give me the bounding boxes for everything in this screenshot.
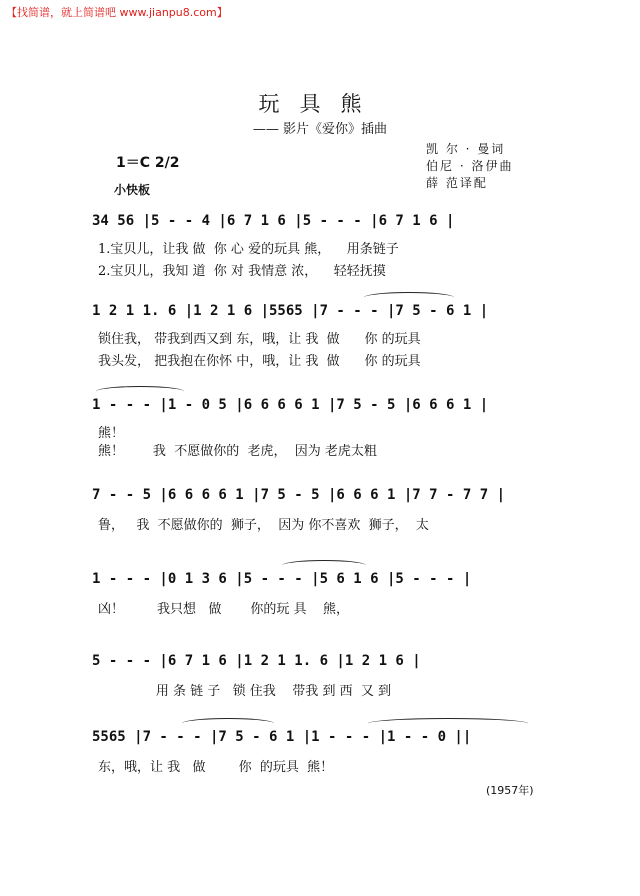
lyric-verse-1: 东，哦，让 我 做 你 的玩具 熊！	[98, 760, 334, 775]
lyric-verse-1: 鲁， 我 不愿做你的 狮子， 因为 你不喜欢 狮子， 太	[98, 518, 429, 533]
composer-credit: 伯尼 · 洛伊曲	[426, 159, 514, 173]
lyric-verse-1: 锁住我， 带我到西又到 东，哦，让 我 做 你 的玩具	[98, 332, 421, 347]
key-signature: 1＝C 2/2	[116, 155, 180, 171]
lyric-verse-2: 2.宝贝儿，我知 道 你 对 我情意 浓， 轻轻抚摸	[98, 264, 386, 279]
notation-line: 1 2 1 1. 6 |1 2 1 6 |5565 |7 - - - |7 5 - 6 1 |	[92, 303, 489, 319]
lyric-verse-1: 熊！	[98, 426, 125, 441]
song-subtitle: —— 影片《爱你》插曲	[252, 122, 388, 137]
lyric-verse-2: 我头发， 把我抱在你怀 中，哦，让 我 做 你 的玩具	[98, 354, 421, 369]
song-title: 玩具熊	[258, 92, 382, 116]
tempo-marking: 小快板	[114, 183, 151, 197]
lyric-verse-2: 熊！ 我 不愿做你的 老虎， 因为 老虎太粗	[98, 444, 377, 459]
lyric-verse-1: 凶！ 我只想 做 你的玩 具 熊，	[98, 602, 350, 617]
notation-line: 5565 |7 - - - |7 5 - 6 1 |1 - - - |1 - - 0 ||	[92, 729, 472, 745]
lyricist-credit: 凯 尔 · 曼词	[426, 142, 506, 156]
notation-line: 1 - - - |1 - 0 5 |6 6 6 6 1 |7 5 - 5 |6 6 6 1 |	[92, 397, 489, 413]
lyric-verse-1: 用 条 链 子 锁 住我 带我 到 西 又 到	[98, 684, 391, 699]
site-banner: 【找简谱，就上简谱吧 www.jianpu8.com】	[6, 6, 228, 19]
notation-line: 7 - - 5 |6 6 6 6 1 |7 5 - 5 |6 6 6 1 |7 7 - 7 7 |	[92, 487, 506, 503]
lyric-verse-1: 1.宝贝儿，让我 做 你 心 爱的玩具 熊， 用条链子	[98, 242, 399, 257]
notation-line: 34 56 |5 - - 4 |6 7 1 6 |5 - - - |6 7 1 6 |	[92, 213, 455, 229]
translator-credit: 薛 范译配	[426, 176, 488, 190]
notation-line: 1 - - - |0 1 3 6 |5 - - - |5 6 1 6 |5 - - - |	[92, 571, 472, 587]
composition-year: (1957年)	[486, 784, 534, 797]
notation-line: 5 - - - |6 7 1 6 |1 2 1 1. 6 |1 2 1 6 |	[92, 653, 421, 669]
